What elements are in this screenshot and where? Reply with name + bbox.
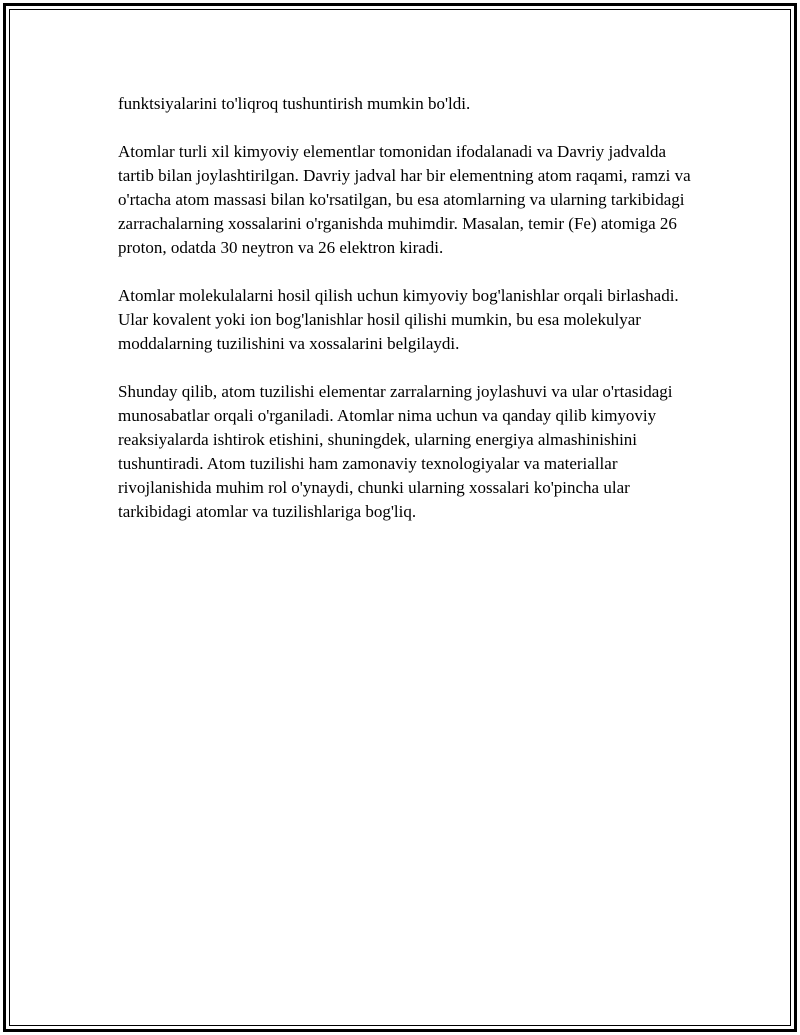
- paragraph-chemical-bonds: Atomlar molekulalarni hosil qilish uchun kimyoviy bog'lanishlar orqali birlashadi. Ular kovalent yoki ion bog'lanishlar hosil qilishi mumkin, bu esa molekulyar moddalarning tuzilishini va xossalarini belgilaydi.: [118, 286, 679, 353]
- document-body: [118, 92, 698, 548]
- paragraph-conclusion: Shunday qilib, atom tuzilishi elementar zarralarning joylashuvi va ular o'rtasidagi munosabatlar orqali o'rganiladi. Atomlar nima uchun va qanday qilib kimyoviy reaksiyalarda ishtirok etishini, shuningdek, ularning energiya almashinishini tushuntiradi. Atom tuzilishi ham zamonaviy texnologiyalar va materiallar rivojlanishida muhim rol o'ynaydi, chunki ularning xossalari ko'pincha ular tarkibidagi atomlar va tuzilishlariga bog'liq.: [118, 382, 673, 521]
- paragraph-periodic-table: Atomlar turli xil kimyoviy elementlar tomonidan ifodalanadi va Davriy jadvalda tartib bilan joylashtirilgan. Davriy jadval har bir elementning atom raqami, ramzi va o'rtacha atom massasi bilan ko'rsatilgan, bu esa atomlarning va ularning tarkibidagi zarrachalarning xossalarini o'rganishda muhimdir. Masalan, temir (Fe) atomiga 26 proton, odatda 30 neytron va 26 elektron kiradi.: [118, 142, 691, 257]
- paragraph-continuation: funktsiyalarini to'liqroq tushuntirish mumkin bo'ldi.: [118, 94, 471, 113]
